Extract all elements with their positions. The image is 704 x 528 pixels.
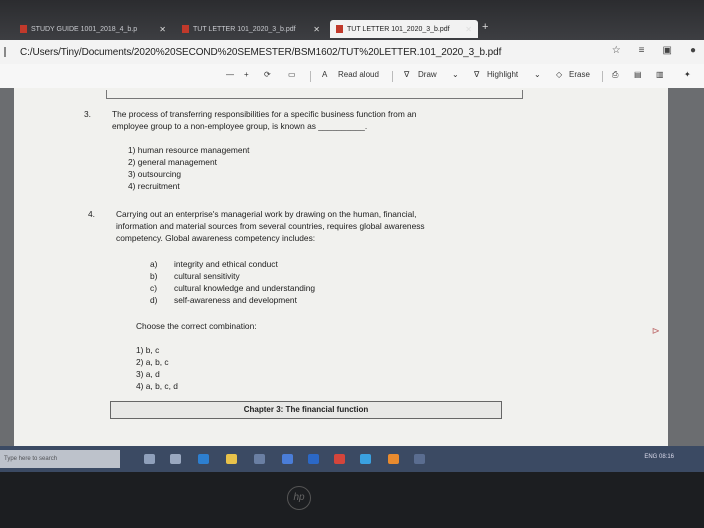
eraser-icon: ◇	[556, 70, 563, 79]
close-icon[interactable]: ✕	[465, 24, 472, 34]
combination-instruction: Choose the correct combination:	[136, 321, 257, 331]
item-letter: a)	[150, 259, 158, 269]
close-icon[interactable]: ✕	[159, 24, 166, 34]
highlighter-icon: ∇	[474, 70, 480, 79]
combination-option: 1) b, c	[136, 345, 160, 355]
close-icon[interactable]: ✕	[313, 24, 320, 34]
pdf-file-icon	[20, 25, 27, 33]
read-aloud-button[interactable]: Read aloud	[338, 70, 379, 79]
question-3-option: 2) general management	[128, 157, 217, 167]
app-icon[interactable]	[334, 454, 345, 464]
combination-option: 2) a, b, c	[136, 357, 169, 367]
question-4-text-line3: competency. Global awareness competency includes:	[116, 233, 316, 243]
tab-label: TUT LETTER 101_2020_3_b.pdf	[193, 25, 296, 33]
word-icon[interactable]	[308, 454, 319, 464]
favorite-star-icon[interactable]: ☆	[611, 45, 621, 56]
question-4-text-line2: information and material sources from several countries, requires global awareness	[116, 221, 425, 231]
pdf-viewer[interactable]	[0, 88, 704, 446]
task-view-icon[interactable]	[144, 454, 155, 464]
address-bar-actions	[612, 45, 696, 56]
previous-table-border	[106, 90, 523, 99]
app-icon[interactable]	[414, 454, 425, 464]
cursor-pointer-icon: ⊳	[651, 326, 660, 337]
combination-option: 4) a, b, c, d	[136, 381, 178, 391]
tab-tut-letter-1[interactable]	[176, 20, 326, 38]
address-bar[interactable]	[0, 40, 704, 65]
rotate-icon[interactable]: ⟳	[264, 70, 271, 79]
edge-icon[interactable]	[198, 454, 209, 464]
question-4-text-line1: Carrying out an enterprise's managerial work by drawing on the human, financial,	[116, 209, 417, 219]
dropbox-icon[interactable]	[282, 454, 293, 464]
tab-label: TUT LETTER 101_2020_3_b.pdf	[347, 25, 450, 33]
browser-tab-strip	[0, 0, 704, 40]
system-tray[interactable]: ENG 08:16	[644, 454, 674, 460]
tab-label: STUDY GUIDE 1001_2018_4_b.p	[31, 25, 138, 33]
question-3-text-line1: The process of transferring responsibilities for a specific business function from an	[112, 109, 417, 119]
question-3-number: 3.	[84, 109, 91, 119]
pdf-toolbar	[0, 64, 704, 89]
question-3-option: 3) outsourcing	[128, 169, 182, 179]
profile-avatar[interactable]: ●	[689, 45, 696, 56]
favorites-list-icon[interactable]: ≡	[638, 45, 645, 56]
store-icon[interactable]	[254, 454, 265, 464]
tab-tut-letter-2[interactable]	[330, 20, 478, 38]
media-icon[interactable]	[388, 454, 399, 464]
item-letter: c)	[150, 283, 157, 293]
pdf-file-icon	[336, 25, 343, 33]
item-text: cultural knowledge and understanding	[174, 283, 316, 293]
file-icon	[4, 47, 14, 57]
pdf-page	[14, 88, 668, 446]
tab-study-guide[interactable]	[14, 20, 172, 38]
item-text: cultural sensitivity	[174, 271, 240, 281]
item-letter: b)	[150, 271, 158, 281]
fit-page-icon[interactable]: ▭	[288, 70, 296, 79]
question-4-number: 4.	[88, 209, 95, 219]
read-aloud-icon: A	[322, 70, 328, 79]
question-3-option: 4) recruitment	[128, 181, 180, 191]
new-tab-button[interactable]: +	[482, 21, 489, 33]
zoom-out-button[interactable]: —	[226, 70, 234, 79]
question-3-option: 1) human resource management	[128, 145, 250, 155]
file-explorer-icon[interactable]	[226, 454, 237, 464]
zoom-in-button[interactable]: +	[244, 70, 249, 79]
chevron-down-icon[interactable]: ⌄	[452, 70, 459, 79]
combination-option: 3) a, d	[136, 369, 160, 379]
taskbar-search-input[interactable]: Type here to search	[0, 450, 120, 468]
save-icon[interactable]: ▤	[634, 70, 642, 79]
chevron-down-icon[interactable]: ⌄	[534, 70, 541, 79]
item-letter: d)	[150, 295, 158, 305]
collections-icon[interactable]: ▣	[662, 45, 672, 56]
pin-icon[interactable]: ✦	[684, 70, 691, 79]
chapter-heading: Chapter 3: The financial function	[110, 401, 502, 419]
draw-pen-icon: ∇	[404, 70, 410, 79]
cortana-icon[interactable]	[170, 454, 181, 464]
item-text: self-awareness and development	[174, 295, 297, 305]
erase-button[interactable]: Erase	[569, 70, 590, 79]
save-as-icon[interactable]: ▥	[656, 70, 664, 79]
draw-button[interactable]: Draw	[418, 70, 437, 79]
windows-taskbar	[0, 446, 704, 472]
highlight-button[interactable]: Highlight	[487, 70, 519, 79]
hp-logo: hp	[287, 486, 311, 510]
question-3-text-line2: employee group to a non-employee group, is known as __________.	[112, 121, 368, 131]
pdf-file-icon	[182, 25, 189, 33]
url-text[interactable]: C:/Users/Tiny/Documents/2020%20SECOND%20SEMESTER/BSM1602/TUT%20LETTER.101_2020_3_b.pdf	[20, 46, 502, 58]
print-icon[interactable]: ⎙	[612, 70, 619, 79]
item-text: integrity and ethical conduct	[174, 259, 278, 269]
mail-icon[interactable]	[360, 454, 371, 464]
